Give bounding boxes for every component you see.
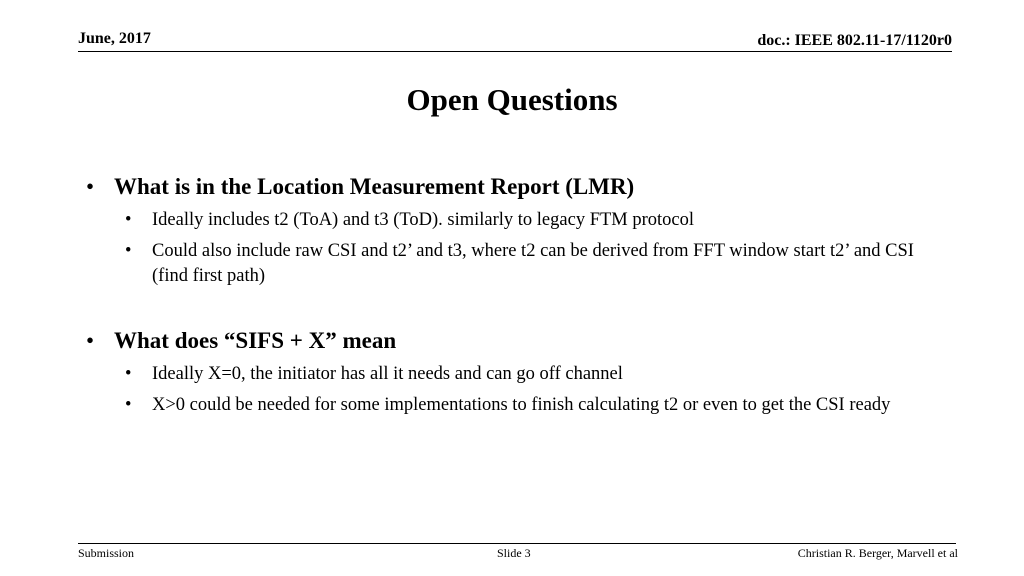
bullet-item — [86, 172, 946, 202]
sub-bullet-text: Could also include raw CSI and t2’ and t3, where t2 can be derived from FFT window start t2’ and CSI (find first path) — [152, 241, 914, 286]
sub-bullet-item — [125, 362, 946, 387]
header-date: June, 2017 — [78, 30, 151, 47]
sub-bullet-text: Ideally X=0, the initiator has all it needs and can go off channel — [152, 364, 623, 384]
bullet-icon: • — [86, 328, 95, 353]
bullet-icon: • — [125, 364, 132, 384]
footer-author: Christian R. Berger, Marvell et al — [797, 546, 958, 560]
footer-slide-number: Slide 3 — [497, 546, 531, 560]
bullet-icon: • — [125, 395, 132, 415]
sub-bullet-item — [125, 208, 946, 233]
bullet-icon: • — [125, 210, 132, 230]
header-doc-id: doc.: IEEE 802.11-17/1120r0 — [757, 32, 952, 49]
slide-title: Open Questions — [406, 82, 618, 117]
header-divider — [78, 51, 952, 52]
sub-bullet-text: X>0 could be needed for some implementations to finish calculating t2 or even to get the CSI ready — [152, 395, 891, 415]
footer-divider — [78, 543, 956, 544]
sub-bullet-item — [125, 393, 946, 418]
bullet-icon: • — [125, 241, 132, 261]
bullet-text: What does “SIFS + X” mean — [114, 328, 397, 353]
footer-submission: Submission — [78, 546, 135, 560]
bullet-group-1 — [86, 172, 946, 289]
bullet-item — [86, 326, 946, 356]
slide-content — [86, 172, 946, 418]
bullet-text: What is in the Location Measurement Report (LMR) — [114, 174, 635, 199]
bullet-icon: • — [86, 174, 95, 199]
bullet-group-2 — [86, 326, 946, 418]
sub-bullet-item — [125, 239, 946, 289]
sub-bullet-text: Ideally includes t2 (ToA) and t3 (ToD). similarly to legacy FTM protocol — [152, 210, 695, 230]
